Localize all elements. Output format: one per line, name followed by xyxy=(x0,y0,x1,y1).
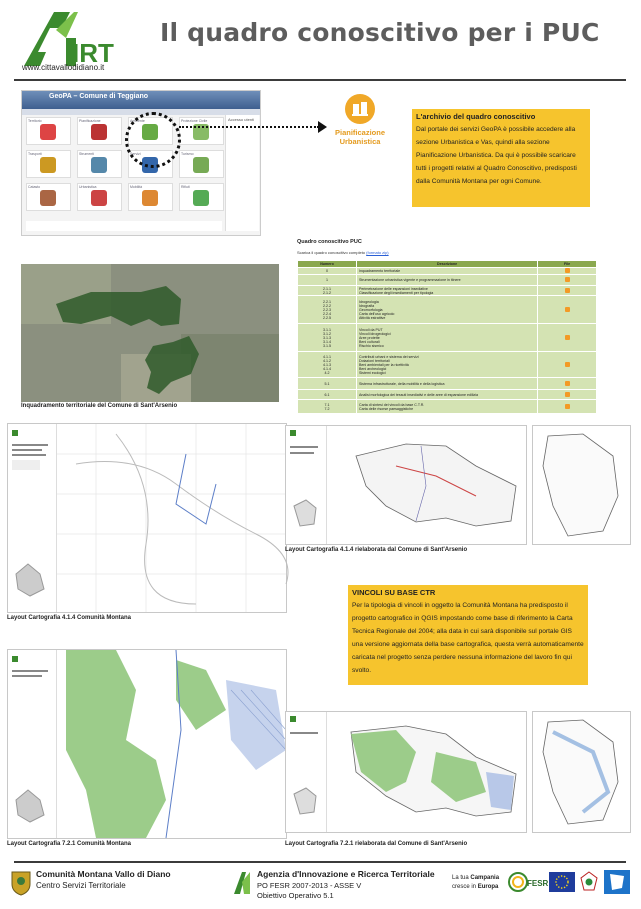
row-file[interactable] xyxy=(538,275,597,286)
portal-tile[interactable]: Trasporti xyxy=(26,150,71,178)
footer-org: Comunità Montana Vallo di Diano xyxy=(36,869,171,879)
row-description: Contributi urbani e sistema dei servizi Dotazioni territoriali Beni ambientali per la ricettività Beni archeologici Sistemi ecologici xyxy=(356,352,537,378)
table-row xyxy=(298,286,597,296)
arrow-head-icon xyxy=(318,121,327,133)
footer-program: PO FESR 2007-2013 - ASSE V xyxy=(257,881,362,890)
row-file[interactable] xyxy=(538,324,597,352)
zip-download-link[interactable]: (formato zip) xyxy=(366,250,389,255)
portal-tile[interactable]: Turismo xyxy=(179,150,224,178)
portal-tile[interactable]: Pianificazione xyxy=(77,117,122,145)
aerial-map xyxy=(21,264,279,402)
qc-table-title: Quadro conoscitivo PUC xyxy=(297,239,362,245)
caption-721-rie: Layout Cartografia 7.2.1 rielaborata dal Comune di Sant'Arsenio xyxy=(285,841,468,847)
archive-heading: L'archivio del quadro conoscitivo xyxy=(416,112,536,121)
buildings-icon[interactable] xyxy=(345,94,375,124)
pdf-file-icon[interactable] xyxy=(565,392,570,397)
row-number: 2.2.1 2.2.2 2.2.3 2.2.4 2.2.5 xyxy=(298,296,357,324)
row-description: Analisi morfologica dei tessuti insediativi e delle aree di espansione edilizia xyxy=(356,390,537,400)
pdf-file-icon[interactable] xyxy=(565,288,570,293)
comunita-montana-crest-icon xyxy=(10,868,32,896)
footer-divider xyxy=(14,861,626,863)
row-number: 7.1 7.2 xyxy=(298,400,357,414)
map-legend xyxy=(286,712,327,832)
caption-414-rie: Layout Cartografia 4.1.4 rielaborata dal Comune di Sant'Arsenio xyxy=(285,547,468,553)
map-414-rie xyxy=(285,425,527,545)
map-legend xyxy=(8,424,57,612)
row-description: Carta di sintesi dei vincoli da base C.T.R. Carta delle risorse paesaggistiche xyxy=(356,400,537,414)
row-number: 2.1.1 2.1.2 xyxy=(298,286,357,296)
portal-tile[interactable]: Protezione Civile xyxy=(179,117,224,145)
italy-emblem-icon xyxy=(579,870,599,894)
map-legend xyxy=(286,426,327,544)
table-row xyxy=(298,324,597,352)
row-number: 4.1.1 4.1.2 4.1.3 4.1.4 4.2 xyxy=(298,352,357,378)
map-721-detail xyxy=(532,711,631,833)
row-file[interactable] xyxy=(538,390,597,400)
column-header: File xyxy=(538,261,597,268)
qc-table xyxy=(297,260,597,414)
row-description: Sistema infrastrutturale, della mobilità e della logistica xyxy=(356,378,537,390)
portal-title: GeoPA – Comune di Teggiano xyxy=(49,93,149,100)
row-file[interactable] xyxy=(538,296,597,324)
row-number: 5.1 xyxy=(298,378,357,390)
vincoli-box xyxy=(348,585,588,685)
row-file[interactable] xyxy=(538,378,597,390)
footer-org-sub: Centro Servizi Territoriale xyxy=(36,881,126,890)
portal-sidebar: Accesso utenti xyxy=(225,115,259,231)
header-divider xyxy=(14,79,626,81)
row-description: Strumentazione urbanistica vigente e programmazione in itinere xyxy=(356,275,537,286)
portal-tile[interactable]: Mobilità xyxy=(128,183,173,211)
map-721-rie xyxy=(285,711,527,833)
row-description: Perimetrazione delle espansioni insediative Classificazione degli insediamenti per tipologia xyxy=(356,286,537,296)
vincoli-heading: VINCOLI SU BASE CTR xyxy=(352,588,436,597)
pdf-file-icon[interactable] xyxy=(565,362,570,367)
pdf-file-icon[interactable] xyxy=(565,335,570,340)
row-description: Idrogeologia Idrografia Geomorfologia Carta dell'uso agricolo Attività estrattive xyxy=(356,296,537,324)
row-number: 6.1 xyxy=(298,390,357,400)
row-file[interactable] xyxy=(538,268,597,275)
arrow-line xyxy=(179,126,319,128)
eu-flag-icon xyxy=(549,872,575,892)
campania-region-icon xyxy=(604,870,630,894)
table-row xyxy=(298,390,597,400)
table-row xyxy=(298,352,597,378)
portal-tile[interactable]: Ambiente xyxy=(128,117,173,145)
campania-line2: cresce in Europa xyxy=(452,884,499,890)
pianificazione-label[interactable]: Pianificazione Urbanistica xyxy=(334,128,385,146)
pdf-file-icon[interactable] xyxy=(565,381,570,386)
highlight-circle xyxy=(125,112,181,168)
row-file[interactable] xyxy=(538,352,597,378)
logo-text: IRT xyxy=(72,38,114,68)
site-url[interactable]: www.cittavallodidiano.it xyxy=(22,63,105,72)
pdf-file-icon[interactable] xyxy=(565,307,570,312)
portal-titlebar xyxy=(22,91,260,109)
caption-414-cm: Layout Cartografia 4.1.4 Comunità Montana xyxy=(7,615,132,621)
portal-footer xyxy=(26,221,222,231)
table-row xyxy=(298,400,597,414)
fesr-logo-icon xyxy=(507,871,549,893)
qc-table-subtitle: Scarica il quadro conoscitivo completo (formato zip) xyxy=(297,250,389,255)
svg-text:FESR: FESR xyxy=(527,879,549,888)
pdf-file-icon[interactable] xyxy=(565,404,570,409)
vincoli-body: Per la tipologia di vincoli in oggetto la Comunità Montana ha predisposto il progetto cartografico in QGIS impostando come base di riferimento la Carta Tecnica Regionale del 2004; alla data in cui sarà disponibile sul portale GIS una versione aggiornata della base cartografica, questa verrà automaticamente caricata nel progetto senza perdere nessuna informazione del lavoro fin qui svolto. xyxy=(352,602,584,674)
portal-tile[interactable]: Servizi xyxy=(128,150,173,178)
portal-tile[interactable]: Catasto xyxy=(26,183,71,211)
map-721-cm xyxy=(7,649,287,839)
row-number: 3.1.1 3.1.2 3.1.3 3.1.4 3.1.5 xyxy=(298,324,357,352)
map-414-detail xyxy=(532,425,631,545)
row-file[interactable] xyxy=(538,400,597,414)
page-title: Il quadro conoscitivo per i PUC xyxy=(160,18,600,47)
row-description: Inquadramento territoriale xyxy=(356,268,537,275)
row-number: 1 xyxy=(298,275,357,286)
row-file[interactable] xyxy=(538,286,597,296)
archive-body: Dal portale dei servizi GeoPA è possibile accedere alla sezione Urbanistica e Vas, quindi alla sezione Pianificazione Urbanistica. Da qui è possibile scaricare tutti i progetti relativi al Quadro Conoscitivo, predisposti dalla Comunità Montana per ogni Comune. xyxy=(416,126,577,185)
caption-721-cm: Layout Cartografia 7.2.1 Comunità Montana xyxy=(7,841,132,847)
row-number: 0 xyxy=(298,268,357,275)
table-row xyxy=(298,296,597,324)
portal-tile-grid xyxy=(26,117,222,217)
footer-agency: Agenzia d'Innovazione e Ricerca Territoriale xyxy=(257,869,435,879)
caption-aerial: Inquadramento territoriale del Comune di Sant'Arsenio xyxy=(21,403,178,409)
portal-tile[interactable]: Urbanistica xyxy=(77,183,122,211)
portal-tile[interactable]: Territorio xyxy=(26,117,71,145)
column-header: Descrizione xyxy=(356,261,537,268)
column-header: Numero xyxy=(298,261,357,268)
pdf-file-icon[interactable] xyxy=(565,268,570,273)
campania-line1: La tua Campania xyxy=(452,875,500,881)
archive-box xyxy=(412,109,590,207)
table-row xyxy=(298,378,597,390)
table-row xyxy=(298,275,597,286)
portal-tile[interactable]: Strumenti xyxy=(77,150,122,178)
row-description: Vincoli da PUT Vincoli idrogeologici Aree protette Beni culturali Rischio sismico xyxy=(356,324,537,352)
table-row xyxy=(298,268,597,275)
footer-objective: Obiettivo Operativo 5.1 xyxy=(257,891,334,900)
pdf-file-icon[interactable] xyxy=(565,277,570,282)
map-414-cm xyxy=(7,423,287,613)
portal-tile[interactable]: Rifiuti xyxy=(179,183,224,211)
map-legend xyxy=(8,650,57,838)
agency-logo-icon xyxy=(232,868,252,896)
